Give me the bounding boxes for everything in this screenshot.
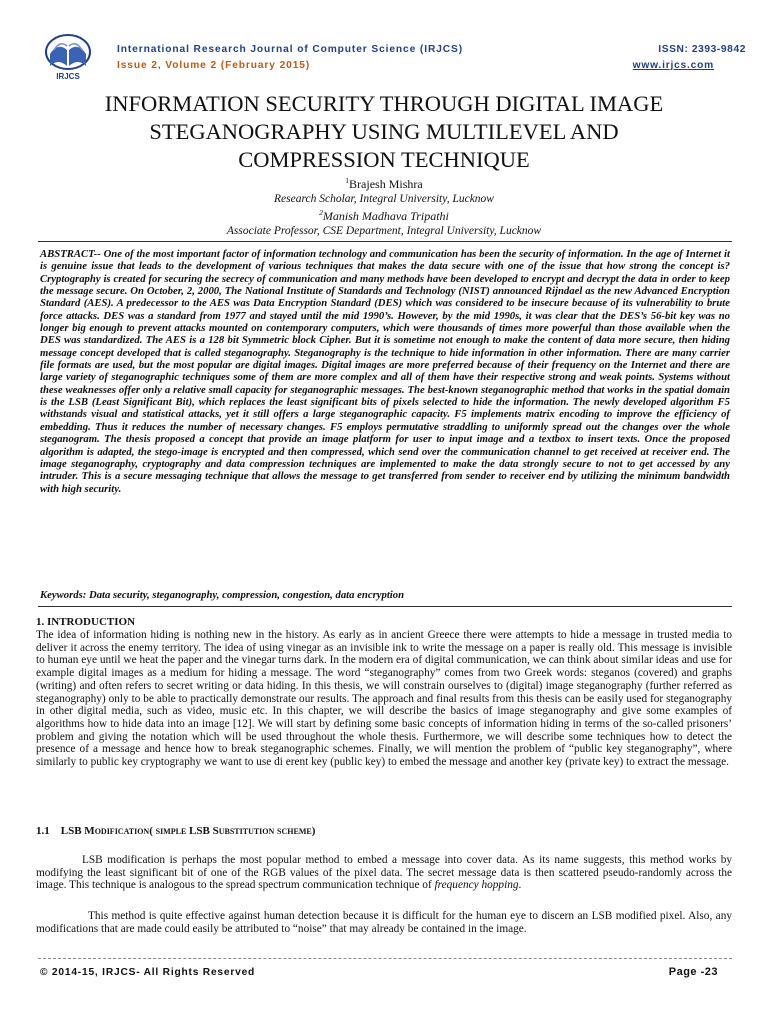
paper-title (30, 90, 738, 174)
paragraph: LSB modification is perhaps the most popular method to embed a message into cover data. As its name suggests, this method works by modifying the least significant bit of one of the RGB values of the pixel data. The secret message data is then scattered pseudo-randomly across the image. This technique is analogous to the spread spectrum communication technique of frequency hopping. (36, 854, 732, 892)
footer-divider (38, 958, 732, 959)
subsection-heading: 1.1 LSB Modification( simple LSB Substitution scheme) (36, 825, 316, 837)
author-1-affiliation: Research Scholar, Integral University, Lucknow (274, 192, 494, 205)
website-link[interactable]: www.irjcs.com (632, 60, 714, 71)
divider (38, 606, 732, 607)
divider (38, 241, 732, 242)
copyright: © 2014-15, IRJCS- All Rights Reserved (40, 967, 256, 978)
title-line: COMPRESSION TECHNIQUE (238, 147, 530, 172)
author-2-affiliation: Associate Professor, CSE Department, Integral University, Lucknow (226, 224, 542, 237)
page-number: Page -23 (668, 966, 718, 978)
issue-info: Issue 2, Volume 2 (February 2015) (117, 60, 311, 71)
author-2: $^2$Manish Madhava Tripathi (319, 208, 449, 223)
author-block (30, 174, 738, 238)
title-line: INFORMATION SECURITY THROUGH DIGITAL IMAGE (104, 91, 664, 116)
logo-text: IRJCS (56, 72, 80, 81)
author-1: $^1$Brajesh Mishra (345, 176, 423, 191)
introduction-text: The idea of information hiding is nothing new in the history. As early as in ancient Greece there were attempts to hide a message in trusted media to deliver it across the enemy territory. The idea of using vinegar as an invisible ink to write the message on a paper is really old. This message is invisible to human eye until we heat the paper and the vinegar turns dark. In the modern era of digital communication, we can think about similar ideas and use for example digital images as a medium for hiding a message. The word “steganography” comes from two Greek words: steganos (covered) and graphs (writing) and often refers to secret writing or data hiding. In this thesis, we will constrain ourselves to (digital) image steganography (further referred as steganography) only to be able to practically demonstrate our results. The approach and final results from this thesis can be easily used for steganography in other digital media, such as video, music etc. In this chapter, we will describe the basics of image steganography and give some examples of algorithms how to hide data into an image [12]. We will start by defining some basic concepts of information hiding in terms of the so-called prisoners’ problem and giving the notation which will be used throughout the whole thesis. Furthermore, we will describe some techniques how to detect the presence of a message and hence how to break steganographic schemes. Finally, we will mention the problem of “public key steganography”, where similarly to public key cryptography we want to use di erent key (public key) to embed the message and another key (private key) to extract the message. (36, 629, 732, 769)
abstract: ABSTRACT-- One of the most important factor of information technology and communication has been the security of information. In the age of Internet it is genuine issue that leads to the development of various techniques that makes the data secure with one of the issue that how strong the concept is? Cryptography is created for securing the secrecy of communication and many methods have been developed to encrypt and decrypt the data in order to keep the message secure. On October, 2, 2000, The National Institute of Standards and Technology (NIST) announced Rijndael as the new Advanced Encryption Standard (AES). A predecessor to the AES was Data Encryption Standard (DES) which was considered to be insecure because of its vulnerability to brute force attacks. DES was a standard from 1977 and stayed until the mid 1990’s. However, by the mid 1990s, it was clear that the DES’s 56-bit key was no longer big enough to prevent attacks mounted on contemporary computers, which were thousands of times more powerful than those available when the DES was standardized. The AES is a 128 bit Symmetric block Cipher. But it is sometime not enough to make the content of data more secure, then hiding message concept developed that is called steganography. Steganography is the technique to hide information in other information. There are many carrier file formats are used, but the most popular are digital images. Digital images are more preferred because of their frequency on the Internet and there are large variety of steganographic techniques some of them are more complex and all of them have their respective strong and weak points. Systems without these weaknesses offer only a relative small capacity for steganographic messages. The best-known steganographic method that works in the spatial domain is the LSB (Least Significant Bit), which replaces the least significant bits of pixels selected to hide the information. The newly developed algorithm F5 withstands visual and statistical attacks, yet it still offers a large steganographic capacity. F5 implements matrix encoding to improve the efficiency of embedding. Thus it reduces the number of necessary changes. F5 employs permutative straddling to uniformly spread out the changes over the whole steganogram. The thesis proposed a concept that provide an image platform for user to input image and a textbox to insert texts. Once the proposed algorithm is adapted, the stego-image is encrypted and then compressed, which send over the communication channel to get received at receiver end. The image steganography, cryptography and data compression techniques are implemented to make the data strongly secure to not to get accessed by any intruder. This is a secure messaging technique that allows the message to get transferred from sender to receiver end by utilizing the minimum bandwidth with high security. (40, 248, 730, 495)
title-line: STEGANOGRAPHY USING MULTILEVEL AND (149, 119, 619, 144)
paragraph: This method is quite effective against human detection because it is difficult for the human eye to discern an LSB modified pixel. Also, any modifications that are made could easily be attributed to “noise” that may already be contained in the image. (36, 910, 732, 935)
issn: ISSN: 2393-9842 (658, 44, 746, 55)
section-heading: 1. INTRODUCTION (36, 616, 136, 628)
journal-logo-icon (40, 30, 96, 82)
journal-name: International Research Journal of Computer Science (IRJCS) (117, 44, 464, 55)
keywords: Keywords: Data security, steganography, compression, congestion, data encryption (40, 589, 405, 601)
